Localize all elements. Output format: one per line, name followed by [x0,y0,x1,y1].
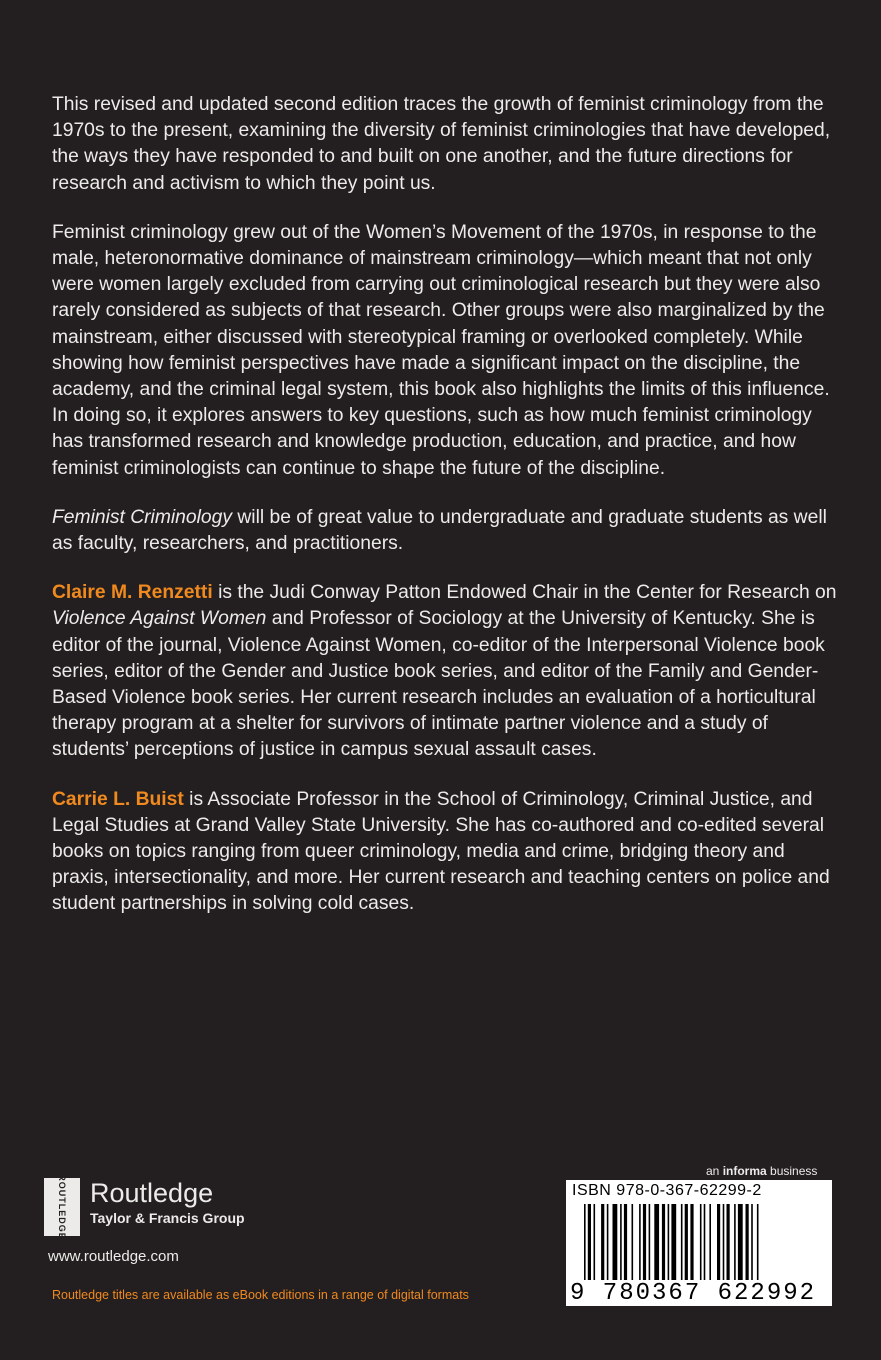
barcode-bar [643,1204,646,1280]
bio-text: is Associate Professor in the School of Criminology, Criminal Justice, and Legal Studies at Grand Valley State University. She has co-authored and co-edited several books on topics ranging from queer criminology, media and crime, bridging theory and praxis, intersectionality, and more. Her current research and teaching centers on police and student partnerships in solving cold cases. [52,788,830,915]
barcode-bars [584,1204,814,1280]
publisher-url: www.routledge.com [48,1248,179,1265]
routledge-logo [44,1174,245,1240]
publisher-block [44,1174,245,1265]
bio-text-b: and Professor of Sociology at the University of Kentucky. She is editor of the journal, Violence Against Women, co-editor of the Interpersonal Violence book series, editor of the Gender and Justice book series, and editor of the Family and Gender-Based Violence book series. Her current research includes an evaluation of a horticultural therapy program at a shelter for survivors of intimate partner violence and a study of students’ perceptions of justice in campus sexual assault cases. [52,608,825,761]
barcode-bar [624,1204,627,1280]
barcode-bar [746,1204,749,1280]
barcode-bar [654,1204,659,1280]
informa-tagline: an informa business [706,1164,818,1178]
bio-italic: Violence Against Women [52,608,267,630]
ebook-note: Routledge titles are available as eBook editions in a range of digital formats [52,1288,469,1302]
author-bio-renzetti [52,580,842,763]
barcode-bar [727,1204,730,1280]
barcode-bar [685,1204,688,1280]
barcode-bar [632,1204,634,1280]
barcode-bar [601,1204,604,1280]
publisher-name: Routledge [90,1178,214,1208]
description-paragraph-2: Feminist criminology grew out of the Women’s Movement of the 1970s, in response to the male, heteronormative dominance of mainstream criminology—which meant that not only were women largely excluded from carrying out criminological research but they were also rarely considered as subjects of that research. Other groups were also marginalized by the mainstream, either discussed with stereotypical framing or overlooked completely. While showing how feminist perspectives have made a significant impact on the discipline, the academy, and the criminal legal system, this book also highlights the limits of this influence. In doing so, it explores answers to key questions, such as how much feminist criminology has transformed research and knowledge production, education, and practice, and how feminist criminologists can continue to shape the future of the discipline. [52,221,830,479]
barcode-bar [613,1204,618,1280]
barcode-bar [757,1204,759,1280]
barcode-digits: 9 780367 622992 [570,1280,817,1307]
barcode-bar [681,1204,683,1280]
description-paragraph-1: This revised and updated second edition traces the growth of feminist criminology from the 1970s to the present, examining the diversity of feminist criminologies that have developed, the ways they have responded to and built on one another, and the future directions for research and activism to which they point us. [52,94,831,194]
isbn-barcode [566,1180,832,1306]
barcode-bar [671,1204,676,1280]
barcode-bar [751,1204,753,1280]
barcode-bar [594,1204,596,1280]
barcode-bar [738,1204,743,1280]
barcode-bar [584,1204,586,1280]
barcode-bar [723,1204,725,1280]
author-name-buist: Carrie L. Buist [52,788,184,810]
publisher-group: Taylor & Francis Group [90,1210,245,1226]
audience-paragraph [52,505,842,557]
barcode-bar [662,1204,665,1280]
barcode-bar [717,1204,720,1280]
book-title-italic: Feminist Criminology [52,506,232,528]
barcode-bar [709,1204,711,1280]
barcode-bar [734,1204,736,1280]
barcode-bar [639,1204,641,1280]
back-cover-blurb [52,92,842,941]
barcode-bar [668,1204,670,1280]
informa-brand: informa [722,1164,767,1178]
barcode-bar [607,1204,609,1280]
barcode-bar [620,1204,622,1280]
barcode-bar [588,1204,591,1280]
bio-text-a: is the Judi Conway Patton Endowed Chair in the Center for Research on [212,582,837,604]
routledge-logo-mark: ROUTLEDGE [44,1178,80,1236]
audience-text: will be of great value to undergraduate and graduate students as well as faculty, researchers, and practitioners. [52,506,827,555]
author-bio-buist [52,787,842,918]
barcode-bar [690,1204,693,1280]
barcode-bar [649,1204,651,1280]
author-name-renzetti: Claire M. Renzetti [52,582,213,604]
isbn-text: ISBN 978-0-367-62299-2 [572,1182,762,1199]
barcode-bar [700,1204,702,1280]
barcode-bar [704,1204,706,1280]
